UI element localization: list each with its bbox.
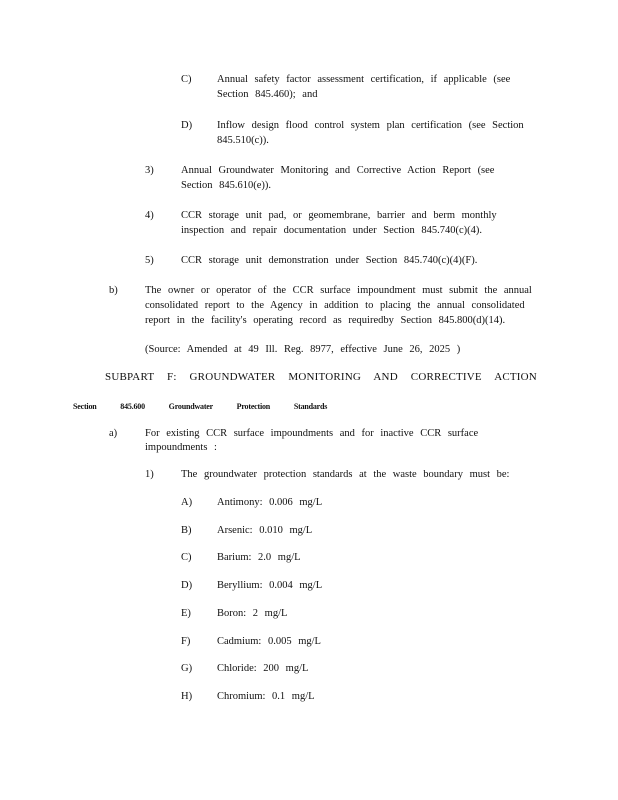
paragraph-text-line: For existing CCR surface impoundments and for inactive CCR surface (145, 428, 479, 439)
standard-marker: C) (181, 552, 192, 563)
item-marker: 5) (145, 255, 154, 266)
section-heading: Section 845.600 Groundwater Protection Standards (73, 402, 328, 411)
standard-item: Boron: 2 mg/L (217, 608, 288, 619)
standard-marker: F) (181, 636, 191, 647)
item-text-line: CCR storage unit demonstration under Section 845.740(c)(4)(F). (181, 255, 478, 266)
standard-marker: H) (181, 691, 193, 702)
standard-marker: D) (181, 580, 193, 591)
item-text-line: 845.510(c)). (217, 135, 269, 146)
standard-item: Chromium: 0.1 mg/L (217, 691, 315, 702)
standard-item: Barium: 2.0 mg/L (217, 552, 301, 563)
paragraph-text-line: The groundwater protection standards at the waste boundary must be: (181, 469, 510, 480)
source-note: (Source: Amended at 49 Ill. Reg. 8977, effective June 26, 2025 ) (145, 344, 461, 355)
item-marker: C) (181, 74, 192, 85)
item-marker: b) (109, 285, 118, 296)
item-text-line: CCR storage unit pad, or geomembrane, barrier and berm monthly (181, 210, 497, 221)
item-text-line: Inflow design flood control system plan certification (see Section (217, 120, 524, 131)
standard-marker: A) (181, 497, 193, 508)
paragraph-marker: 1) (145, 469, 154, 480)
item-text-line: The owner or operator of the CCR surface impoundment must submit the annual (145, 285, 532, 296)
standard-item: Arsenic: 0.010 mg/L (217, 525, 313, 536)
item-text-line: Section 845.610(e)). (181, 180, 272, 191)
item-text-line: Section 845.460); and (217, 89, 318, 100)
item-text-line: inspection and repair documentation under Section 845.740(c)(4). (181, 225, 482, 236)
item-marker: 3) (145, 165, 154, 176)
item-marker: D) (181, 120, 193, 131)
standard-marker: G) (181, 663, 193, 674)
item-text-line: consolidated report to the Agency in addition to placing the annual consolidated (145, 300, 525, 311)
subpart-heading: SUBPART F: GROUNDWATER MONITORING AND CORRECTIVE ACTION (105, 371, 537, 383)
item-text-line: report in the facility's operating record as requiredby Section 845.800(d)(14). (145, 315, 506, 326)
standard-item: Chloride: 200 mg/L (217, 663, 309, 674)
standard-marker: B) (181, 525, 192, 536)
standard-item: Antimony: 0.006 mg/L (217, 497, 323, 508)
standard-marker: E) (181, 608, 191, 619)
paragraph-marker: a) (109, 428, 118, 439)
paragraph-text-line: impoundments : (145, 442, 217, 453)
standard-item: Beryllium: 0.004 mg/L (217, 580, 323, 591)
item-text-line: Annual safety factor assessment certification, if applicable (see (217, 74, 511, 85)
standard-item: Cadmium: 0.005 mg/L (217, 636, 321, 647)
item-text-line: Annual Groundwater Monitoring and Corrective Action Report (see (181, 165, 495, 176)
item-marker: 4) (145, 210, 154, 221)
